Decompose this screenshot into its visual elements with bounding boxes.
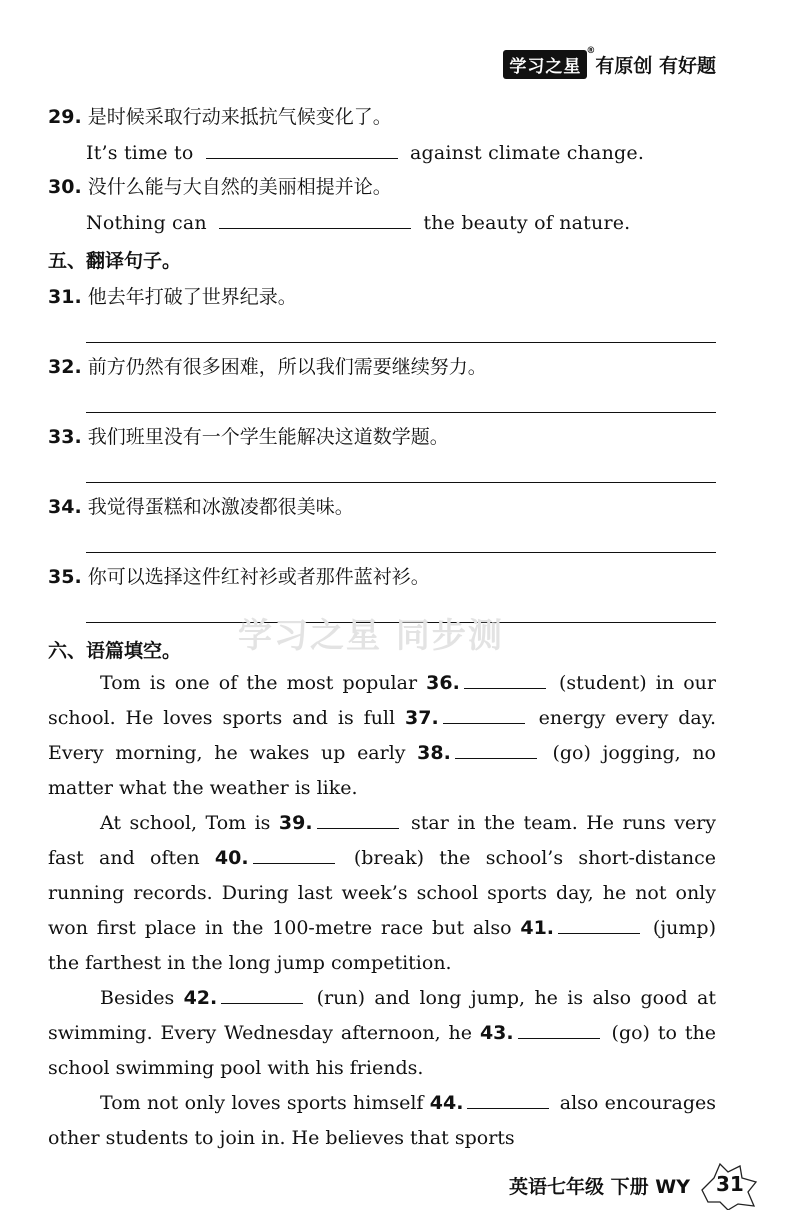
question-chinese: 你可以选择这件红衬衫或者那件蓝衬衫。 — [87, 566, 430, 588]
blank-number: 42. — [183, 987, 218, 1009]
passage-blank[interactable] — [518, 1020, 600, 1039]
english-after-blank: against climate change. — [409, 142, 645, 164]
passage — [48, 666, 716, 1156]
passage-text: Tom is one of the most popular — [100, 672, 427, 694]
question-31 — [48, 284, 297, 310]
passage-blank[interactable] — [443, 705, 525, 724]
question-30 — [48, 174, 392, 200]
question-chinese: 没什么能与大自然的美丽相提并论。 — [87, 176, 392, 198]
question-34 — [48, 494, 354, 520]
passage-blank[interactable] — [467, 1090, 549, 1109]
paragraph-3 — [48, 981, 716, 1086]
passage-blank[interactable] — [464, 670, 546, 689]
question-chinese: 他去年打破了世界纪录。 — [87, 286, 297, 308]
page-number-badge — [698, 1160, 760, 1210]
registered-mark: ® — [586, 46, 597, 56]
question-number: 30. — [48, 176, 82, 198]
question-chinese: 我觉得蛋糕和冰激凌都很美味。 — [87, 496, 354, 518]
question-number: 33. — [48, 426, 82, 448]
passage-text: Besides — [100, 987, 184, 1009]
passage-blank[interactable] — [317, 810, 399, 829]
question-chinese: 我们班里没有一个学生能解决这道数学题。 — [87, 426, 449, 448]
section-title-translate: 五、翻译句子。 — [48, 250, 182, 272]
passage-text: star in the team. He runs very fast and often — [48, 812, 716, 869]
brand-text: 学习之星 — [509, 57, 582, 77]
passage-text: energy every day. Every morning, he wakes up early — [48, 707, 716, 764]
english-before-blank: Nothing can — [86, 212, 207, 234]
question-number: 29. — [48, 106, 82, 128]
question-33 — [48, 424, 449, 450]
question-29 — [48, 104, 392, 130]
answer-line[interactable] — [86, 412, 716, 413]
passage-text: Tom not only loves sports himself — [100, 1092, 430, 1114]
section-title-passage: 六、语篇填空。 — [48, 640, 182, 662]
answer-blank[interactable] — [206, 140, 398, 159]
question-32 — [48, 354, 487, 380]
blank-number: 44. — [429, 1092, 464, 1114]
paragraph-2 — [48, 806, 716, 981]
question-30-english — [86, 210, 630, 236]
english-after-blank: the beauty of nature. — [423, 212, 631, 234]
passage-text: (go) to the school swimming pool with his friends. — [48, 1022, 716, 1079]
passage-text: also encourages other students to join in. He believes that sports — [48, 1092, 716, 1149]
passage-text: (student) in our school. He loves sports and is full — [48, 672, 717, 729]
brand-logo — [503, 46, 597, 79]
passage-text: (jump) the farthest in the long jump competition. — [48, 917, 717, 974]
page-footer — [509, 1160, 760, 1210]
question-29-english — [86, 140, 644, 166]
passage-text: (go) jogging, no matter what the weather is like. — [48, 742, 716, 799]
question-number: 32. — [48, 356, 82, 378]
answer-blank[interactable] — [219, 210, 411, 229]
passage-text: At school, Tom is — [100, 812, 279, 834]
passage-blank[interactable] — [221, 985, 303, 1004]
passage-blank[interactable] — [455, 740, 537, 759]
question-number: 35. — [48, 566, 82, 588]
question-35 — [48, 564, 430, 590]
answer-line[interactable] — [86, 342, 716, 343]
english-before-blank: It’s time to — [86, 142, 194, 164]
question-number: 31. — [48, 286, 82, 308]
blank-number: 40. — [214, 847, 249, 869]
blank-number: 39. — [278, 812, 313, 834]
paragraph-4 — [48, 1086, 716, 1156]
header-slogan: 有原创 有好题 — [595, 55, 716, 77]
page-header — [503, 46, 716, 79]
blank-number: 43. — [479, 1022, 514, 1044]
watermark: 学习之星 同步测 — [238, 616, 504, 656]
passage-text: (break) the school’s short-distance running records. During last week’s school sports day, he not only won first place in the 100-metre race but also — [48, 847, 716, 939]
paragraph-1 — [48, 666, 716, 806]
blank-number: 37. — [405, 707, 439, 729]
passage-blank[interactable] — [253, 845, 335, 864]
blank-number: 41. — [520, 917, 555, 939]
passage-blank[interactable] — [558, 915, 640, 934]
question-number: 34. — [48, 496, 82, 518]
question-chinese: 是时候采取行动来抵抗气候变化了。 — [87, 106, 392, 128]
question-chinese: 前方仍然有很多困难，所以我们需要继续努力。 — [87, 356, 487, 378]
book-title: 英语七年级 下册 WY — [509, 1175, 690, 1198]
answer-line[interactable] — [86, 482, 716, 483]
answer-line[interactable] — [86, 552, 716, 553]
passage-text: (run) and long jump, he is also good at swimming. Every Wednesday afternoon, he — [48, 987, 716, 1044]
page-number: 31 — [716, 1172, 744, 1196]
blank-number: 38. — [417, 742, 451, 764]
blank-number: 36. — [426, 672, 460, 694]
